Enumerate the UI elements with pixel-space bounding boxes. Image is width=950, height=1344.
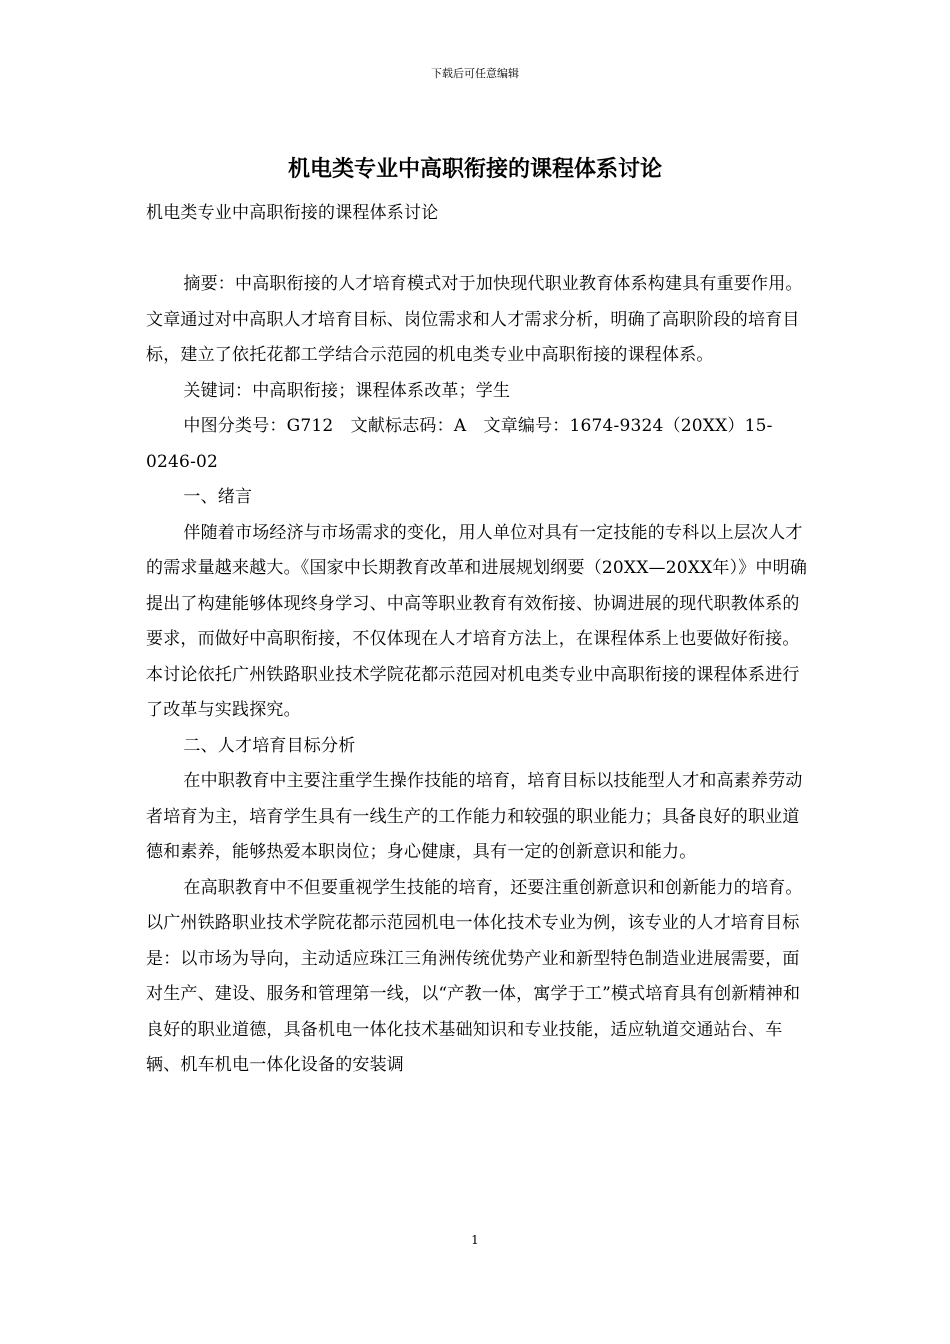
blank-line xyxy=(146,232,810,268)
page-header-note: 下载后可任意编辑 xyxy=(431,67,519,80)
abstract-paragraph: 摘要：中高职衔接的人才培育模式对于加快现代职业教育体系构建具有重要作用。文章通过对中高职人才培育目标、岗位需求和人才需求分析，明确了高职阶段的培育目标，建立了依托花都工学结合示范园的机电类专业中高职衔接的课程体系。 xyxy=(146,274,803,365)
classification-line: 中图分类号：G712 文献标志码：A 文章编号：1674-9324（20XX）15-0246-02 xyxy=(146,416,773,472)
higher-vocational-paragraph: 在高职教育中不但要重视学生技能的培育，还要注重创新意识和创新能力的培育。以广州铁路职业技术学院花都示范园机电一体化技术专业为例，该专业的人才培育目标是：以市场为导向，主动适应珠江三角洲传统优势产业和新型特色制造业进展需要，面对生产、建设、服务和管理第一线，以“产教一体，寓学于工”模式培育具有创新精神和良好的职业道德，具备机电一体化技术基础知识和专业技能，适应轨道交通站台、车辆、机车机电一体化设备的安装调 xyxy=(146,877,803,1075)
introduction-paragraph: 伴随着市场经济与市场需求的变化，用人单位对具有一定技能的专科以上层次人才的需求量越来越大。《国家中长期教育改革和进展规划纲要（20XX—20XX年）》中明确提出了构建能够体现终身学习、中高等职业教育有效衔接、协调进展的现代职教体系的要求，而做好中高职衔接，不仅体现在人才培育方法上，在课程体系上也要做好衔接。本讨论依托广州铁路职业技术学院花都示范园对机电类专业中高职衔接的课程体系进行了改革与实践探究。 xyxy=(146,522,808,720)
document-title: 机电类专业中高职衔接的课程体系讨论 xyxy=(287,156,662,182)
page-number: 1 xyxy=(471,1233,479,1247)
section-heading-talent-goals: 二、人才培育目标分析 xyxy=(183,735,356,756)
keywords-line: 关键词：中高职衔接；课程体系改革；学生 xyxy=(183,380,511,401)
document-body xyxy=(146,196,810,1084)
secondary-vocational-paragraph: 在中职教育中主要注重学生操作技能的培育，培育目标以技能型人才和高素养劳动者培育为主，培育学生具有一线生产的工作能力和较强的职业能力；具备良好的职业道德和素养，能够热爱本职岗位；身心健康，具有一定的创新意识和能力。 xyxy=(146,771,803,862)
section-heading-introduction: 一、绪言 xyxy=(183,487,253,507)
document-subtitle: 机电类专业中高职衔接的课程体系讨论 xyxy=(146,203,439,223)
